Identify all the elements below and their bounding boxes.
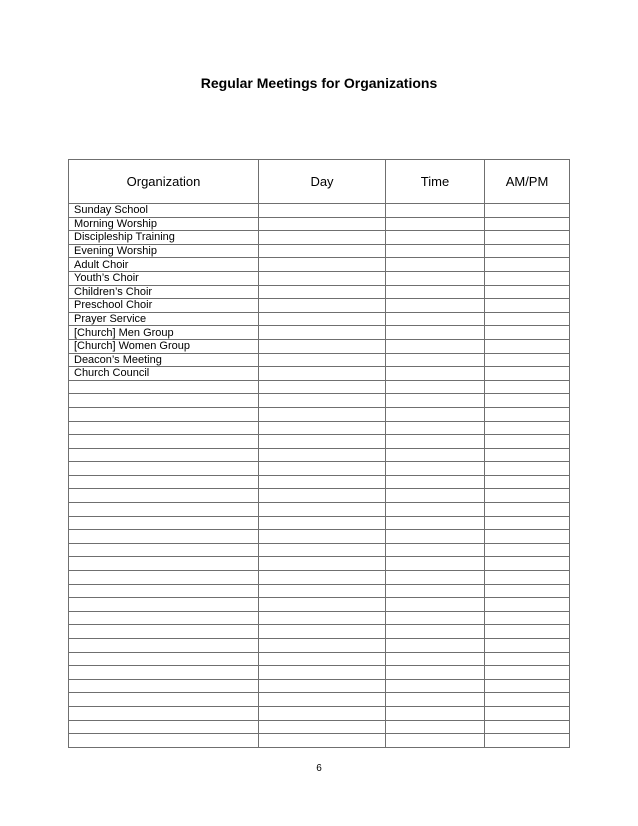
cell-organization: [Church] Women Group bbox=[69, 339, 259, 353]
cell-time bbox=[386, 285, 485, 299]
cell-time bbox=[386, 516, 485, 530]
table-row bbox=[69, 706, 570, 720]
cell-ampm bbox=[485, 571, 570, 585]
cell-ampm bbox=[485, 394, 570, 408]
table-row bbox=[69, 285, 570, 299]
table-row bbox=[69, 339, 570, 353]
cell-day bbox=[259, 217, 386, 231]
cell-time bbox=[386, 598, 485, 612]
table-row bbox=[69, 557, 570, 571]
cell-day bbox=[259, 435, 386, 449]
page-number: 6 bbox=[316, 763, 322, 774]
cell-organization: Church Council bbox=[69, 367, 259, 381]
table-row bbox=[69, 625, 570, 639]
cell-ampm bbox=[485, 503, 570, 517]
cell-time bbox=[386, 462, 485, 476]
cell-ampm bbox=[485, 448, 570, 462]
cell-day bbox=[259, 204, 386, 218]
cell-ampm bbox=[485, 598, 570, 612]
table-body bbox=[69, 204, 570, 748]
table-row bbox=[69, 299, 570, 313]
cell-time bbox=[386, 611, 485, 625]
table-row bbox=[69, 231, 570, 245]
table-row bbox=[69, 543, 570, 557]
table-row bbox=[69, 312, 570, 326]
table-row bbox=[69, 679, 570, 693]
cell-ampm bbox=[485, 530, 570, 544]
cell-organization bbox=[69, 584, 259, 598]
table-row bbox=[69, 217, 570, 231]
cell-day bbox=[259, 706, 386, 720]
table-row bbox=[69, 367, 570, 381]
cell-time bbox=[386, 271, 485, 285]
cell-day bbox=[259, 598, 386, 612]
cell-organization: Morning Worship bbox=[69, 217, 259, 231]
cell-ampm bbox=[485, 693, 570, 707]
cell-time bbox=[386, 394, 485, 408]
meetings-table bbox=[68, 159, 570, 748]
table-row bbox=[69, 516, 570, 530]
cell-day bbox=[259, 503, 386, 517]
cell-ampm bbox=[485, 421, 570, 435]
cell-time bbox=[386, 380, 485, 394]
table-row bbox=[69, 666, 570, 680]
header-ampm: AM/PM bbox=[485, 160, 570, 204]
cell-time bbox=[386, 421, 485, 435]
cell-ampm bbox=[485, 380, 570, 394]
cell-time bbox=[386, 503, 485, 517]
table-row bbox=[69, 489, 570, 503]
table-row bbox=[69, 734, 570, 748]
cell-organization bbox=[69, 625, 259, 639]
table-row bbox=[69, 448, 570, 462]
cell-organization bbox=[69, 679, 259, 693]
cell-ampm bbox=[485, 299, 570, 313]
table-row bbox=[69, 475, 570, 489]
cell-ampm bbox=[485, 435, 570, 449]
cell-day bbox=[259, 367, 386, 381]
cell-ampm bbox=[485, 353, 570, 367]
cell-day bbox=[259, 611, 386, 625]
cell-ampm bbox=[485, 734, 570, 748]
cell-time bbox=[386, 693, 485, 707]
cell-organization bbox=[69, 489, 259, 503]
cell-time bbox=[386, 475, 485, 489]
table-row bbox=[69, 652, 570, 666]
cell-day bbox=[259, 734, 386, 748]
cell-time bbox=[386, 571, 485, 585]
cell-ampm bbox=[485, 285, 570, 299]
table-row bbox=[69, 271, 570, 285]
cell-ampm bbox=[485, 652, 570, 666]
cell-organization bbox=[69, 462, 259, 476]
table-row bbox=[69, 380, 570, 394]
cell-day bbox=[259, 258, 386, 272]
cell-day bbox=[259, 421, 386, 435]
cell-day bbox=[259, 326, 386, 340]
cell-organization bbox=[69, 639, 259, 653]
cell-organization bbox=[69, 571, 259, 585]
cell-day bbox=[259, 353, 386, 367]
cell-time bbox=[386, 734, 485, 748]
table-row bbox=[69, 353, 570, 367]
cell-organization: Prayer Service bbox=[69, 312, 259, 326]
cell-time bbox=[386, 543, 485, 557]
cell-organization bbox=[69, 734, 259, 748]
cell-ampm bbox=[485, 720, 570, 734]
table-row bbox=[69, 639, 570, 653]
header-time: Time bbox=[386, 160, 485, 204]
cell-day bbox=[259, 652, 386, 666]
cell-ampm bbox=[485, 489, 570, 503]
cell-time bbox=[386, 639, 485, 653]
cell-day bbox=[259, 271, 386, 285]
table-row bbox=[69, 394, 570, 408]
cell-time bbox=[386, 367, 485, 381]
cell-time bbox=[386, 720, 485, 734]
cell-time bbox=[386, 666, 485, 680]
cell-day bbox=[259, 394, 386, 408]
cell-day bbox=[259, 244, 386, 258]
cell-time bbox=[386, 652, 485, 666]
cell-day bbox=[259, 299, 386, 313]
cell-organization bbox=[69, 557, 259, 571]
cell-time bbox=[386, 584, 485, 598]
cell-organization: Discipleship Training bbox=[69, 231, 259, 245]
cell-organization bbox=[69, 407, 259, 421]
cell-day bbox=[259, 339, 386, 353]
cell-ampm bbox=[485, 557, 570, 571]
cell-ampm bbox=[485, 611, 570, 625]
cell-day bbox=[259, 666, 386, 680]
table-row bbox=[69, 244, 570, 258]
table-header-row bbox=[69, 160, 570, 204]
table-row bbox=[69, 204, 570, 218]
cell-ampm bbox=[485, 339, 570, 353]
cell-time bbox=[386, 326, 485, 340]
cell-time bbox=[386, 706, 485, 720]
cell-ampm bbox=[485, 231, 570, 245]
cell-time bbox=[386, 231, 485, 245]
cell-organization bbox=[69, 706, 259, 720]
cell-organization: Youth’s Choir bbox=[69, 271, 259, 285]
cell-ampm bbox=[485, 312, 570, 326]
cell-ampm bbox=[485, 367, 570, 381]
table-row bbox=[69, 611, 570, 625]
cell-day bbox=[259, 571, 386, 585]
cell-time bbox=[386, 679, 485, 693]
cell-ampm bbox=[485, 462, 570, 476]
cell-organization bbox=[69, 421, 259, 435]
cell-ampm bbox=[485, 217, 570, 231]
cell-time bbox=[386, 244, 485, 258]
cell-organization: Sunday School bbox=[69, 204, 259, 218]
table-row bbox=[69, 598, 570, 612]
cell-ampm bbox=[485, 584, 570, 598]
cell-organization bbox=[69, 598, 259, 612]
cell-time bbox=[386, 339, 485, 353]
cell-day bbox=[259, 584, 386, 598]
cell-day bbox=[259, 231, 386, 245]
cell-day bbox=[259, 462, 386, 476]
cell-day bbox=[259, 380, 386, 394]
cell-ampm bbox=[485, 625, 570, 639]
cell-time bbox=[386, 557, 485, 571]
cell-organization bbox=[69, 543, 259, 557]
table-row bbox=[69, 571, 570, 585]
cell-ampm bbox=[485, 407, 570, 421]
cell-organization bbox=[69, 720, 259, 734]
cell-ampm bbox=[485, 244, 570, 258]
cell-time bbox=[386, 625, 485, 639]
table-row bbox=[69, 530, 570, 544]
cell-organization bbox=[69, 611, 259, 625]
page-title: Regular Meetings for Organizations bbox=[200, 75, 438, 91]
cell-organization: [Church] Men Group bbox=[69, 326, 259, 340]
table-row bbox=[69, 462, 570, 476]
cell-time bbox=[386, 435, 485, 449]
cell-organization: Preschool Choir bbox=[69, 299, 259, 313]
cell-day bbox=[259, 557, 386, 571]
cell-ampm bbox=[485, 543, 570, 557]
table-row bbox=[69, 435, 570, 449]
cell-day bbox=[259, 489, 386, 503]
cell-ampm bbox=[485, 639, 570, 653]
cell-time bbox=[386, 258, 485, 272]
cell-ampm bbox=[485, 706, 570, 720]
cell-time bbox=[386, 204, 485, 218]
cell-ampm bbox=[485, 475, 570, 489]
cell-time bbox=[386, 407, 485, 421]
cell-organization: Deacon’s Meeting bbox=[69, 353, 259, 367]
table-row bbox=[69, 720, 570, 734]
cell-day bbox=[259, 679, 386, 693]
cell-day bbox=[259, 407, 386, 421]
cell-day bbox=[259, 625, 386, 639]
cell-organization bbox=[69, 475, 259, 489]
table-row bbox=[69, 693, 570, 707]
table-row bbox=[69, 421, 570, 435]
cell-time bbox=[386, 299, 485, 313]
header-day: Day bbox=[259, 160, 386, 204]
cell-day bbox=[259, 720, 386, 734]
cell-day bbox=[259, 285, 386, 299]
cell-organization bbox=[69, 693, 259, 707]
cell-time bbox=[386, 489, 485, 503]
cell-time bbox=[386, 353, 485, 367]
cell-ampm bbox=[485, 271, 570, 285]
table-row bbox=[69, 503, 570, 517]
cell-organization bbox=[69, 394, 259, 408]
table-row bbox=[69, 326, 570, 340]
cell-day bbox=[259, 475, 386, 489]
cell-ampm bbox=[485, 516, 570, 530]
header-organization: Organization bbox=[69, 160, 259, 204]
cell-organization bbox=[69, 503, 259, 517]
table-row bbox=[69, 584, 570, 598]
cell-ampm bbox=[485, 204, 570, 218]
cell-organization bbox=[69, 380, 259, 394]
cell-ampm bbox=[485, 258, 570, 272]
cell-organization bbox=[69, 530, 259, 544]
cell-organization bbox=[69, 435, 259, 449]
cell-organization: Adult Choir bbox=[69, 258, 259, 272]
cell-day bbox=[259, 693, 386, 707]
cell-time bbox=[386, 448, 485, 462]
cell-organization bbox=[69, 448, 259, 462]
cell-ampm bbox=[485, 326, 570, 340]
cell-time bbox=[386, 312, 485, 326]
table-row bbox=[69, 407, 570, 421]
cell-day bbox=[259, 448, 386, 462]
cell-time bbox=[386, 530, 485, 544]
cell-day bbox=[259, 516, 386, 530]
cell-day bbox=[259, 312, 386, 326]
cell-organization bbox=[69, 652, 259, 666]
cell-ampm bbox=[485, 679, 570, 693]
cell-organization bbox=[69, 516, 259, 530]
cell-day bbox=[259, 639, 386, 653]
cell-day bbox=[259, 530, 386, 544]
cell-organization: Children’s Choir bbox=[69, 285, 259, 299]
cell-ampm bbox=[485, 666, 570, 680]
table-row bbox=[69, 258, 570, 272]
cell-day bbox=[259, 543, 386, 557]
cell-organization: Evening Worship bbox=[69, 244, 259, 258]
cell-time bbox=[386, 217, 485, 231]
cell-organization bbox=[69, 666, 259, 680]
